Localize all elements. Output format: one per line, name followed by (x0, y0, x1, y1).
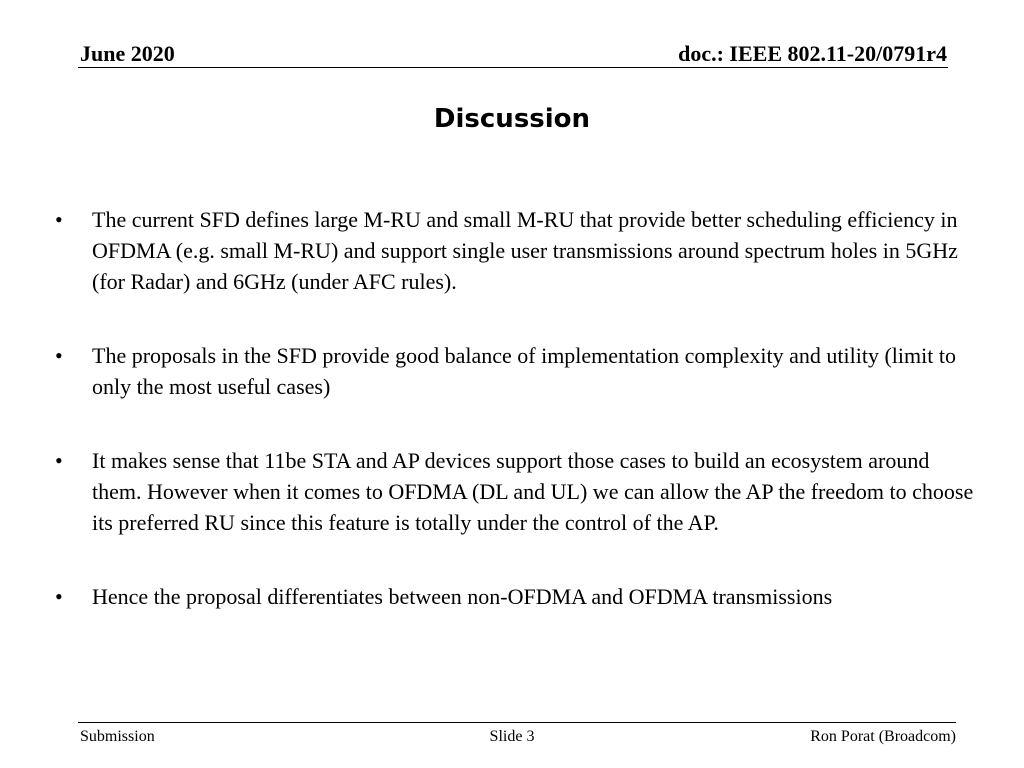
bullet-item (52, 204, 982, 297)
bullet-text: The current SFD defines large M-RU and small M-RU that provide better scheduling efficiency in OFDMA (e.g. small M-RU) and support single user transmissions around spectrum holes in 5GHz (for Radar) and 6GHz (under AFC rules). (92, 207, 958, 294)
header-divider (78, 67, 948, 68)
header-date: June 2020 (80, 41, 175, 66)
footer-slide-number: Slide 3 (489, 728, 535, 745)
bullet-marker: • (55, 584, 63, 609)
bullet-item (52, 581, 982, 612)
bullet-text: It makes sense that 11be STA and AP devices support those cases to build an ecosystem around them. However when it comes to OFDMA (DL and UL) we can allow the AP the freedom to choose its preferred RU since this feature is totally under the control of the AP. (92, 448, 974, 535)
bullet-item (52, 340, 982, 402)
bullet-list (52, 204, 982, 655)
bullet-marker: • (55, 207, 63, 232)
footer-submission: Submission (80, 728, 155, 745)
header-doc-id: doc.: IEEE 802.11-20/0791r4 (678, 41, 947, 66)
bullet-text: Hence the proposal differentiates between non-OFDMA and OFDMA transmissions (92, 584, 833, 609)
bullet-marker: • (55, 343, 63, 368)
bullet-marker: • (55, 448, 63, 473)
footer-divider (78, 722, 956, 723)
footer-author: Ron Porat (Broadcom) (810, 728, 956, 745)
bullet-item (52, 445, 982, 538)
slide-title: Discussion (433, 104, 591, 134)
bullet-text: The proposals in the SFD provide good balance of implementation complexity and utility (limit to only the most useful cases) (92, 343, 956, 399)
